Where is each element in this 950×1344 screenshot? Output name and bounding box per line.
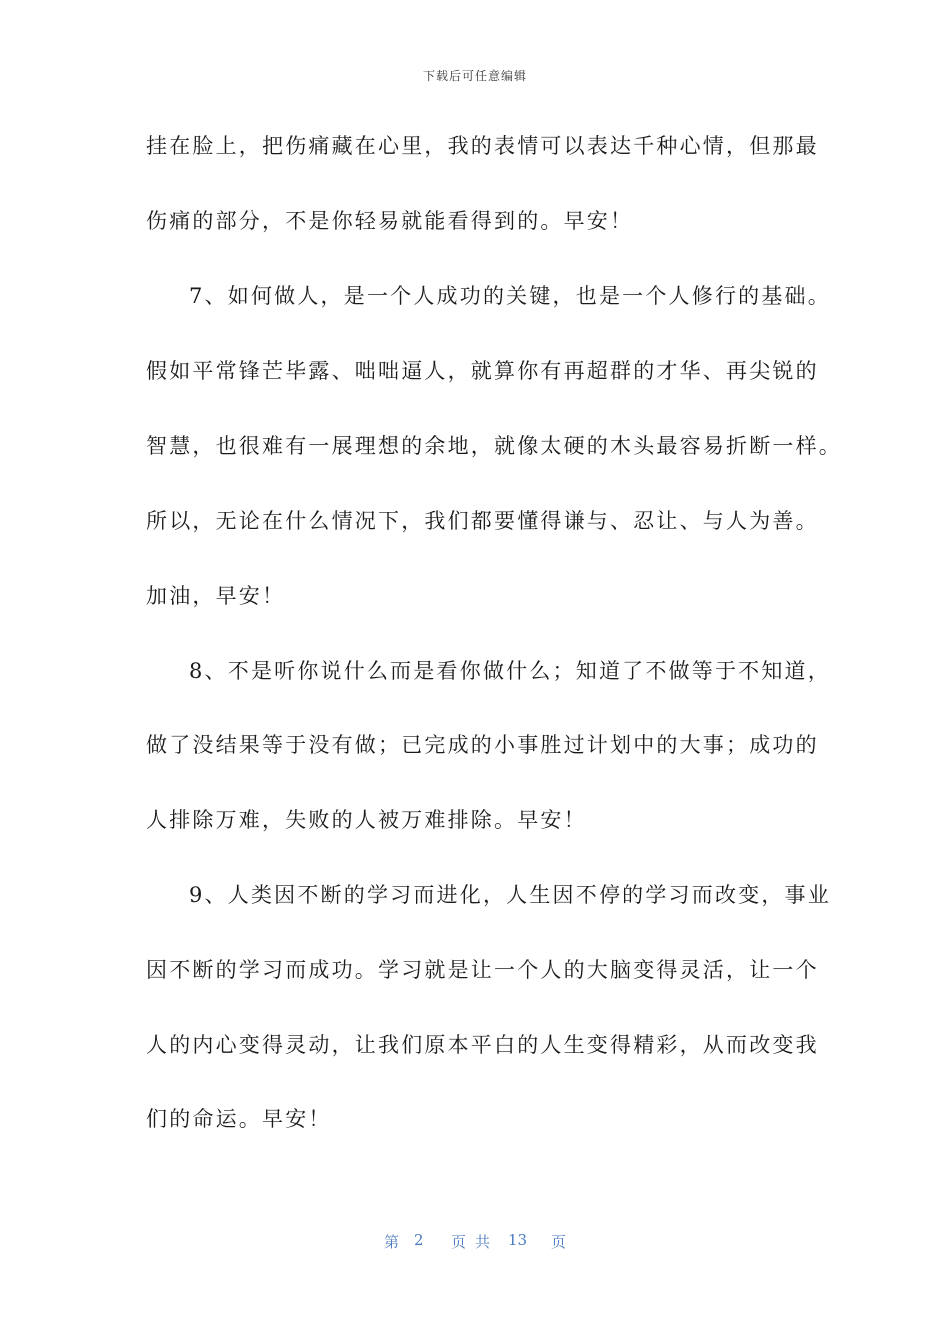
body-line: 8、不是听你说什么而是看你做什么；知道了不做等于不知道， xyxy=(189,659,831,683)
body-line: 伤痛的部分，不是你轻易就能看得到的。早安！ xyxy=(146,209,634,233)
body-line: 人排除万难，失败的人被万难排除。早安！ xyxy=(146,808,587,832)
header-note: 下载后可任意编辑 xyxy=(422,69,527,83)
footer-label-di: 第 xyxy=(384,1233,400,1251)
body-line: 智慧，也很难有一展理想的余地，就像太硬的木头最容易折断一样。 xyxy=(146,434,842,458)
footer-page-number: 2 xyxy=(414,1231,424,1249)
footer-label-ye-gong: 页共 xyxy=(451,1233,500,1251)
body-line: 人的内心变得灵动，让我们原本平白的人生变得精彩，从而改变我 xyxy=(146,1033,819,1057)
body-line: 做了没结果等于没有做；已完成的小事胜过计划中的大事；成功的 xyxy=(146,733,819,757)
body-line: 们的命运。早安！ xyxy=(146,1107,332,1131)
footer-label-ye: 页 xyxy=(551,1233,567,1251)
footer-total-pages: 13 xyxy=(508,1231,528,1249)
body-line: 因不断的学习而成功。学习就是让一个人的大脑变得灵活，让一个 xyxy=(146,958,819,982)
body-line: 7、如何做人，是一个人成功的关键，也是一个人修行的基础。 xyxy=(189,284,831,308)
body-line: 9、人类因不断的学习而进化，人生因不停的学习而改变，事业 xyxy=(189,883,831,907)
body-line: 所以，无论在什么情况下，我们都要懂得谦与、忍让、与人为善。 xyxy=(146,509,819,533)
body-line: 加油，早安！ xyxy=(146,584,286,608)
body-line: 假如平常锋芒毕露、咄咄逼人，就算你有再超群的才华、再尖锐的 xyxy=(146,359,819,383)
body-line: 挂在脸上，把伤痛藏在心里，我的表情可以表达千种心情，但那最 xyxy=(146,134,819,158)
